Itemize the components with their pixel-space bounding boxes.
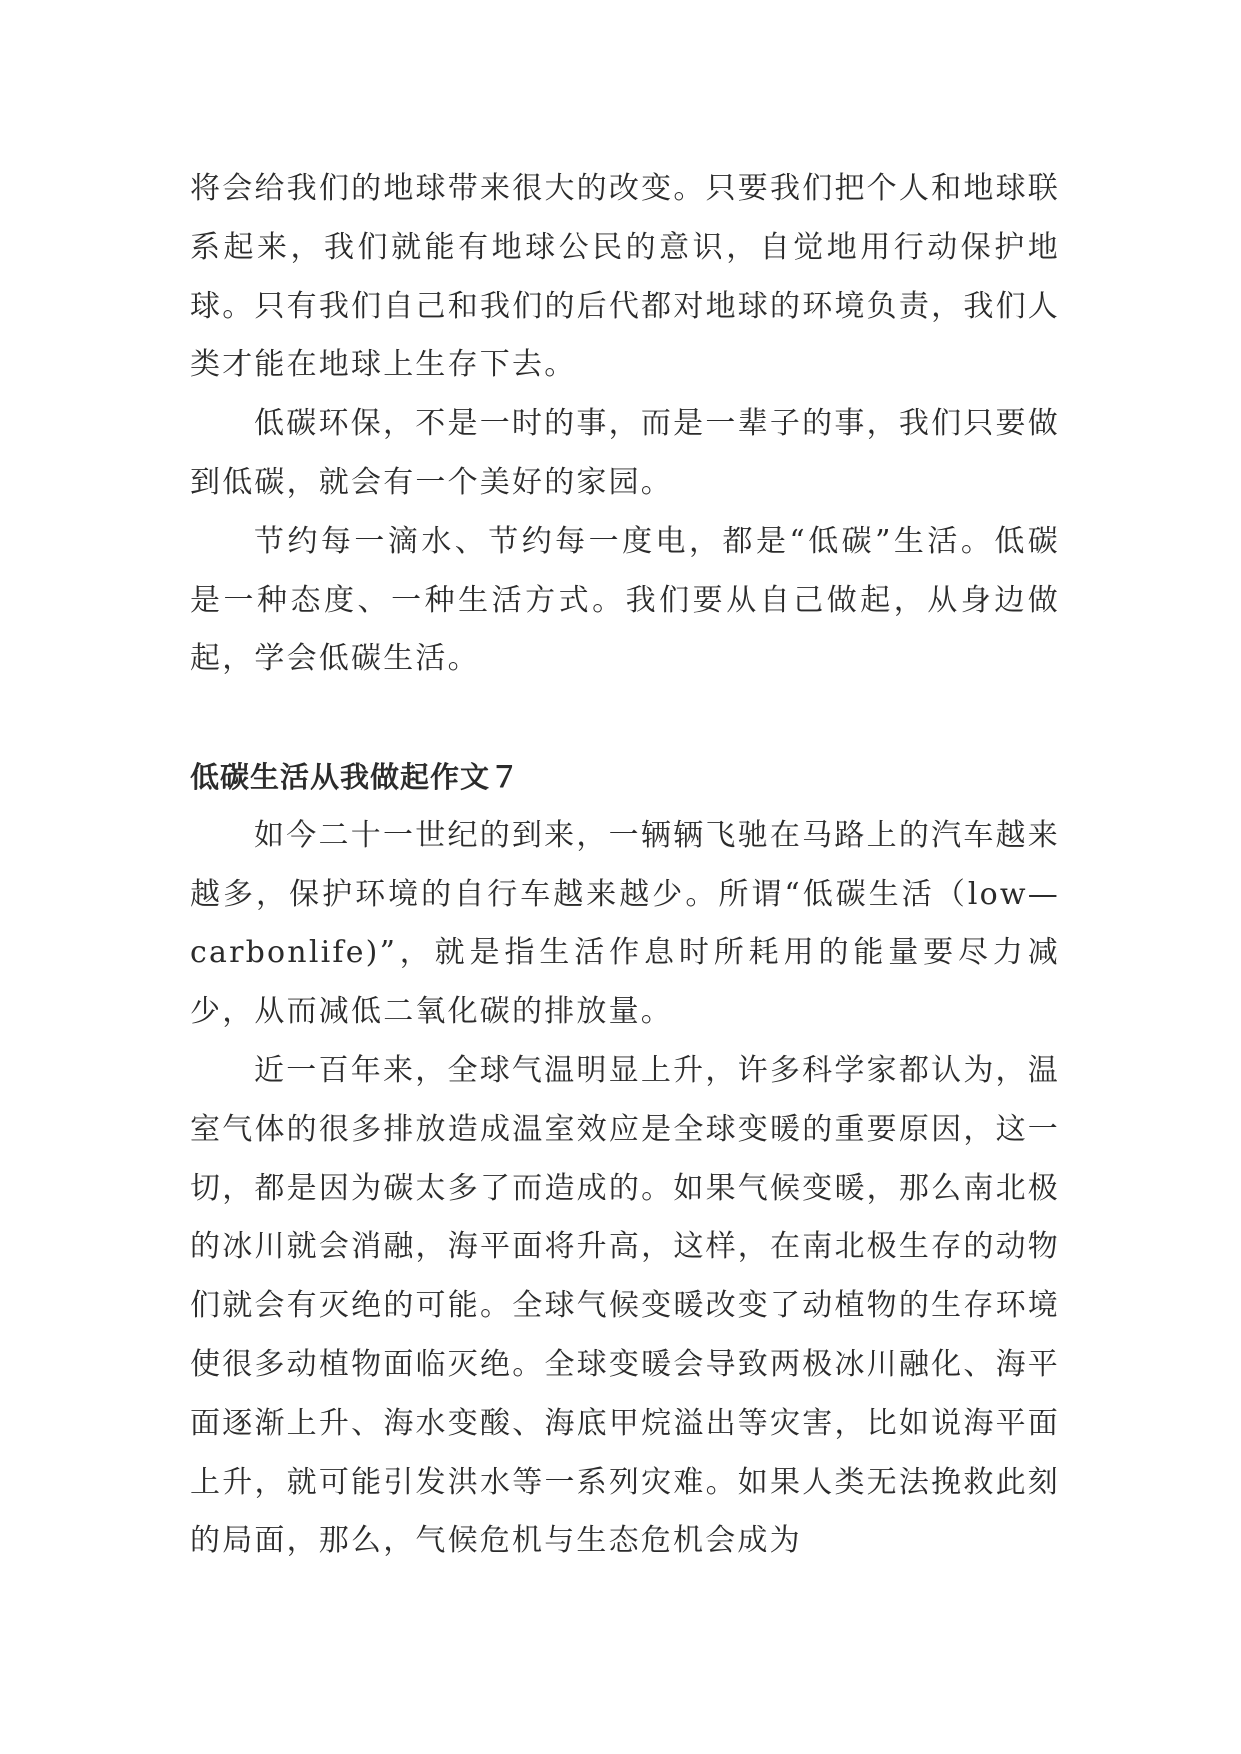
- paragraph-save-water-electricity: 节约每一滴水、节约每一度电，都是“低碳”生活。低碳是一种态度、一种生活方式。我们要从自己做起，从身边做起，学会低碳生活。: [190, 523, 1060, 677]
- paragraph-global-warming: 近一百年来，全球气温明显上升，许多科学家都认为，温室气体的很多排放造成温室效应是全球变暖的重要原因，这一切，都是因为碳太多了而造成的。如果气候变暖，那么南北极的冰川就会消融，海平面将升高，这样，在南北极生存的动物们就会有灭绝的可能。全球气候变暖改变了动植物的生存环境使很多动植物面临灭绝。全球变暖会导致两极冰川融化、海平面逐渐上升、海水变酸、海底甲烷溢出等灾害，比如说海平面上升，就可能引发洪水等一系列灾难。如果人类无法挽救此刻的局面，那么，气候危机与生态危机会成为: [190, 1052, 1060, 1559]
- paragraph-twenty-first-century: 如今二十一世纪的到来，一辆辆飞驰在马路上的汽车越来越多，保护环境的自行车越来越少。所谓“低碳生活（low—carbonlife)”，就是指生活作息时所耗用的能量要尽力减少，从而减低二氧化碳的排放量。: [190, 817, 1060, 1030]
- paragraph-intro: 将会给我们的地球带来很大的改变。只要我们把个人和地球联系起来，我们就能有地球公民的意识，自觉地用行动保护地球。只有我们自己和我们的后代都对地球的环境负责，我们人类才能在地球上生存下去。: [190, 171, 1060, 383]
- document-body: [190, 160, 1060, 1571]
- paragraph-low-carbon-lifelong: 低碳环保，不是一时的事，而是一辈子的事，我们只要做到低碳，就会有一个美好的家园。: [190, 406, 1060, 500]
- section-heading: 低碳生活从我做起作文７: [190, 759, 521, 794]
